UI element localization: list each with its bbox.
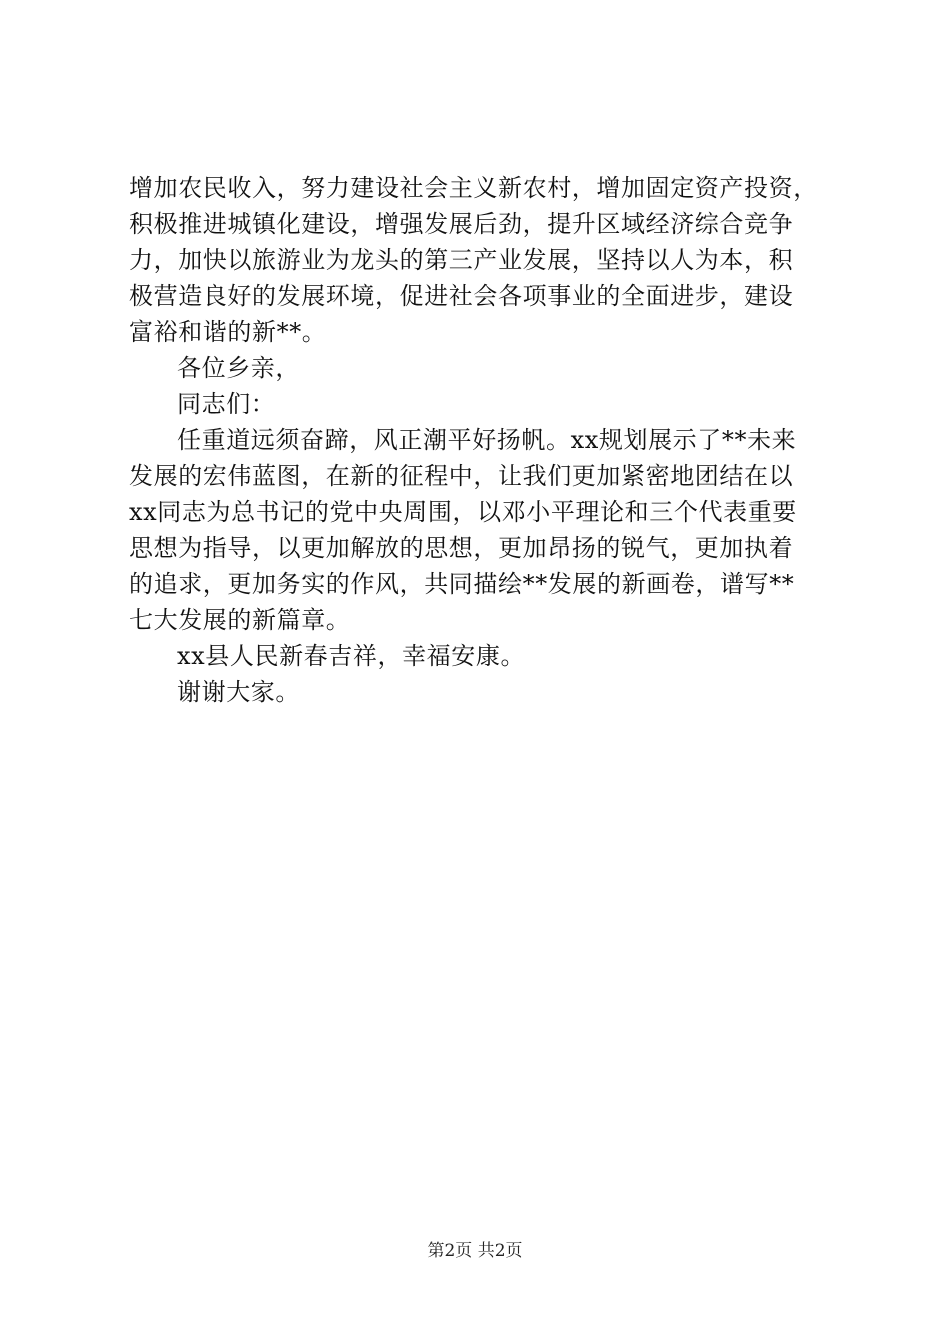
greeting-line: 同志们： bbox=[177, 390, 276, 418]
text-line: 七大发展的新篇章。 bbox=[129, 606, 351, 634]
text-line: 力，加快以旅游业为龙头的第三产业发展，坚持以人为本，积 bbox=[129, 246, 794, 274]
text-line: 思想为指导，以更加解放的思想，更加昂扬的锐气，更加执着 bbox=[129, 534, 794, 562]
closing-line: 谢谢大家。 bbox=[177, 678, 300, 706]
text-line: 的追求，更加务实的作风，共同描绘**发展的新画卷，谱写** bbox=[129, 570, 795, 598]
text-line: xx同志为总书记的党中央周围，以邓小平理论和三个代表重要 bbox=[129, 498, 797, 526]
wish-line: xx县人民新春吉祥，幸福安康。 bbox=[177, 642, 526, 670]
greeting-line: 各位乡亲， bbox=[177, 354, 300, 382]
page-number: 第2页 共2页 bbox=[427, 1241, 523, 1261]
text-line: 增加农民收入，努力建设社会主义新农村，增加固定资产投资， bbox=[129, 174, 818, 202]
text-line: 极营造良好的发展环境，促进社会各项事业的全面进步，建设 bbox=[129, 282, 794, 310]
text-line: 积极推进城镇化建设，增强发展后劲，提升区域经济综合竞争 bbox=[129, 210, 794, 238]
text-line: 富裕和谐的新**。 bbox=[129, 318, 327, 346]
document-body bbox=[129, 170, 829, 710]
text-line: 发展的宏伟蓝图，在新的征程中，让我们更加紧密地团结在以 bbox=[129, 462, 794, 490]
paragraph-start-line: 任重道远须奋蹄，风正潮平好扬帆。xx规划展示了**未来 bbox=[177, 426, 797, 454]
